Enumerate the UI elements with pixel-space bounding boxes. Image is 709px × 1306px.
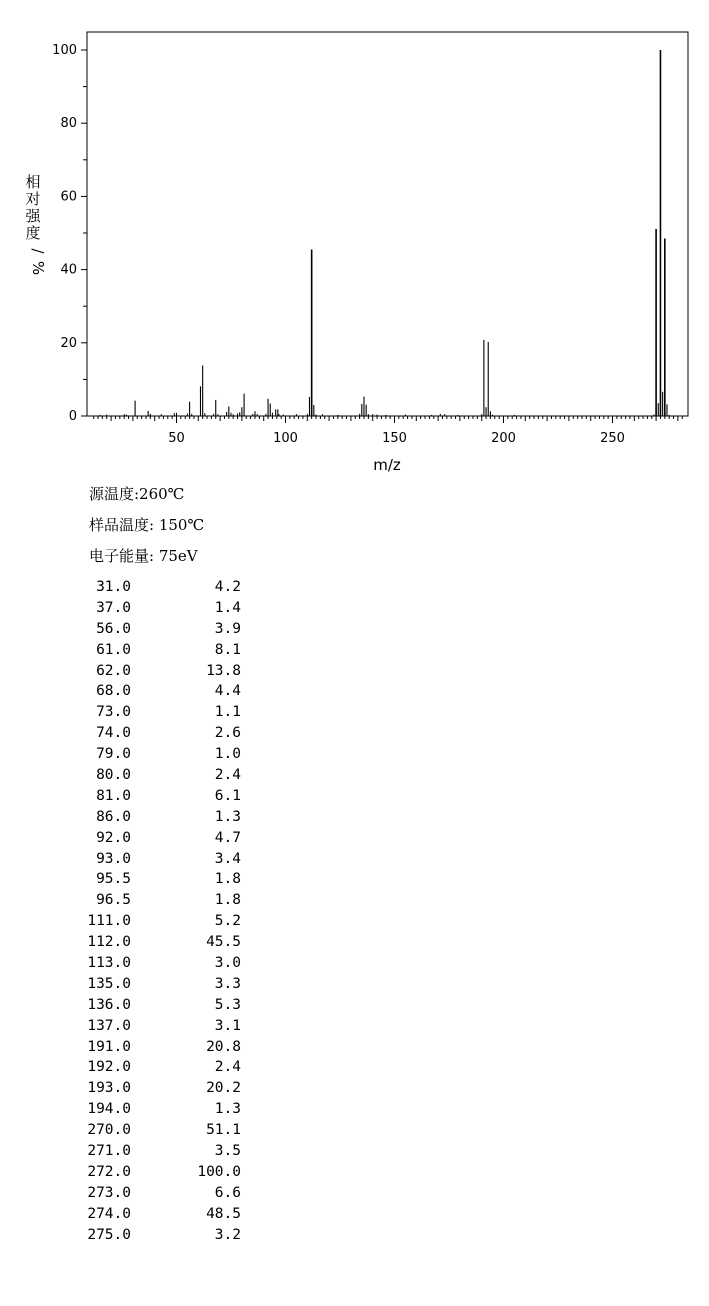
table-row (60, 1057, 241, 1078)
mass-spectrum-chart (0, 0, 709, 480)
relative-abundance-value: 4.7 (214, 829, 241, 846)
table-row (60, 1204, 241, 1225)
table-row (60, 869, 241, 890)
mz-value: 74.0 (96, 725, 131, 742)
relative-abundance-value: 1.8 (214, 892, 241, 909)
y-tick-label: 100 (52, 43, 77, 58)
mz-value: 31.0 (96, 579, 131, 595)
y-axis-title-char: 相 (25, 173, 41, 191)
table-row (60, 953, 241, 974)
relative-abundance-value: 1.8 (214, 871, 241, 888)
table-row (60, 995, 241, 1016)
mz-value: 272.0 (87, 1163, 131, 1180)
relative-abundance-value: 1.1 (214, 704, 241, 721)
y-tick-label: 80 (60, 116, 77, 132)
y-tick-label: 40 (60, 262, 77, 278)
relative-abundance-value: 1.0 (214, 746, 241, 763)
table-row (60, 702, 241, 723)
table-row (60, 932, 241, 953)
y-axis-title-char: % (29, 260, 47, 276)
y-axis-title-char: 对 (25, 190, 41, 208)
x-tick-label: 100 (273, 431, 298, 446)
relative-abundance-value: 1.3 (214, 808, 241, 825)
source-temperature: 源温度:260℃ (89, 485, 185, 503)
mz-value: 191.0 (87, 1038, 131, 1055)
relative-abundance-value: 3.3 (214, 975, 241, 992)
table-row (60, 1078, 241, 1099)
mz-value: 113.0 (87, 955, 131, 972)
relative-abundance-value: 6.6 (214, 1184, 241, 1201)
relative-abundance-value: 6.1 (214, 787, 241, 804)
mz-value: 73.0 (96, 704, 131, 721)
peak-table (60, 577, 241, 1246)
mz-value: 61.0 (96, 641, 131, 658)
table-row (60, 1120, 241, 1141)
y-axis-title-char: / (29, 248, 47, 254)
relative-abundance-value: 100.0 (197, 1163, 241, 1180)
table-row (60, 723, 241, 744)
relative-abundance-value: 51.1 (206, 1122, 241, 1139)
relative-abundance-value: 8.1 (214, 641, 241, 658)
mz-value: 274.0 (87, 1205, 131, 1222)
spectrum-peaks (100, 50, 669, 416)
mz-value: 56.0 (96, 620, 131, 637)
acquisition-conditions (89, 484, 204, 577)
table-row (60, 1183, 241, 1204)
electron-energy: 电子能量: 75eV (89, 547, 198, 565)
relative-abundance-value: 3.2 (214, 1226, 241, 1243)
relative-abundance-value: 2.6 (214, 725, 241, 742)
y-axis-title (25, 173, 47, 275)
mz-value: 270.0 (87, 1122, 131, 1139)
mz-value: 62.0 (96, 662, 131, 679)
relative-abundance-value: 20.8 (206, 1038, 241, 1055)
table-row (60, 1016, 241, 1037)
y-axis-title-char: 强 (25, 207, 41, 225)
mz-value: 275.0 (87, 1226, 131, 1243)
table-row (60, 1162, 241, 1183)
relative-abundance-value: 3.9 (214, 620, 241, 637)
relative-abundance-value: 48.5 (206, 1205, 241, 1222)
x-tick-label: 150 (382, 431, 407, 446)
y-tick-label: 60 (60, 189, 77, 205)
mz-value: 37.0 (96, 599, 131, 616)
table-row (60, 765, 241, 786)
table-row (60, 681, 241, 702)
y-tick-label: 0 (68, 409, 77, 424)
sample-temperature: 样品温度: 150℃ (89, 516, 205, 534)
mz-value: 137.0 (87, 1017, 131, 1034)
relative-abundance-value: 2.4 (214, 1059, 241, 1076)
table-row (60, 1141, 241, 1162)
y-axis (52, 43, 87, 424)
relative-abundance-value: 4.4 (214, 683, 241, 700)
relative-abundance-value: 1.4 (214, 599, 241, 616)
relative-abundance-value: 3.4 (214, 850, 241, 867)
table-row (60, 807, 241, 828)
mz-value: 271.0 (87, 1143, 131, 1160)
mz-value: 192.0 (87, 1059, 131, 1076)
table-row (60, 1037, 241, 1058)
table-row (60, 890, 241, 911)
table-row (60, 974, 241, 995)
mz-value: 79.0 (96, 746, 131, 763)
table-row (60, 828, 241, 849)
mz-value: 86.0 (96, 808, 131, 825)
table-row (60, 744, 241, 765)
mz-value: 111.0 (87, 913, 131, 930)
mz-value: 68.0 (96, 683, 131, 700)
plot-frame (87, 32, 688, 416)
relative-abundance-value: 5.2 (214, 913, 241, 930)
y-tick-label: 20 (60, 335, 77, 351)
x-tick-label: 250 (600, 431, 625, 446)
table-row (60, 911, 241, 932)
relative-abundance-value: 3.5 (214, 1143, 241, 1160)
relative-abundance-value: 5.3 (214, 996, 241, 1013)
relative-abundance-value: 45.5 (206, 934, 241, 951)
mz-value: 81.0 (96, 787, 131, 804)
mz-value: 92.0 (96, 829, 131, 846)
relative-abundance-value: 2.4 (214, 767, 241, 784)
y-axis-title-char: 度 (25, 224, 41, 242)
table-row (60, 619, 241, 640)
x-axis-title: m/z (373, 456, 401, 474)
relative-abundance-value: 1.3 (214, 1101, 241, 1118)
table-row (60, 1225, 241, 1246)
mz-value: 112.0 (87, 934, 131, 951)
relative-abundance-value: 3.1 (214, 1017, 241, 1034)
mz-value: 80.0 (96, 767, 131, 784)
table-row (60, 640, 241, 661)
table-row (60, 598, 241, 619)
table-row (60, 577, 241, 598)
relative-abundance-value: 4.2 (214, 579, 241, 595)
mz-value: 194.0 (87, 1101, 131, 1118)
table-row (60, 1099, 241, 1120)
mz-value: 136.0 (87, 996, 131, 1013)
mz-value: 96.5 (96, 892, 131, 909)
mz-value: 193.0 (87, 1080, 131, 1097)
x-axis (94, 416, 683, 446)
table-row (60, 849, 241, 870)
relative-abundance-value: 20.2 (206, 1080, 241, 1097)
mz-value: 95.5 (96, 871, 131, 888)
relative-abundance-value: 13.8 (206, 662, 241, 679)
x-tick-label: 50 (168, 431, 185, 446)
table-row (60, 786, 241, 807)
mz-value: 273.0 (87, 1184, 131, 1201)
relative-abundance-value: 3.0 (214, 955, 241, 972)
x-tick-label: 200 (491, 431, 516, 446)
table-row (60, 661, 241, 682)
mz-value: 135.0 (87, 975, 131, 992)
mz-value: 93.0 (96, 850, 131, 867)
